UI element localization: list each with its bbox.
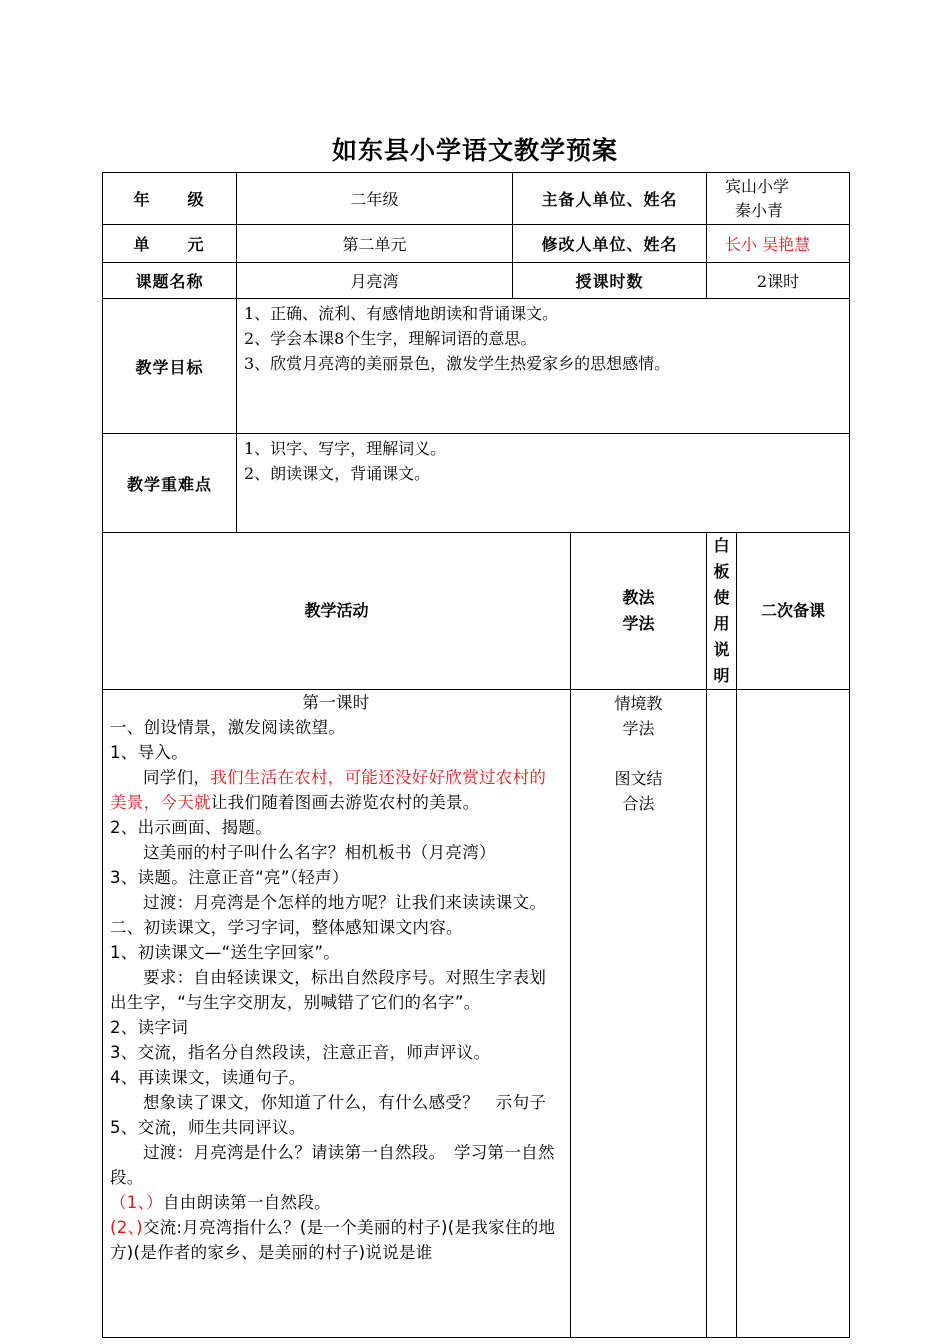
lesson-paragraph: 这美丽的村子叫什么名字？相机板书（月亮湾） — [143, 843, 496, 862]
method-1-line1: 情境教 — [614, 694, 663, 713]
step-heading: 1、初读课文—“送生字回家”。 — [110, 943, 341, 962]
step-heading: 3、读题。注意正音“亮”（轻声） — [110, 868, 349, 887]
row-lesson-body — [103, 690, 850, 1338]
hours-value: 2课时 — [707, 263, 850, 299]
method-header-line1: 教法 — [622, 588, 655, 607]
hours-label: 授课时数 — [513, 263, 707, 299]
key-point-item: 2、朗读课文，背诵课文。 — [244, 464, 431, 483]
goals-label: 教学目标 — [103, 299, 237, 434]
method-column — [571, 690, 707, 1338]
lesson-paragraph — [110, 765, 562, 815]
step-heading: 3、交流，指名分自然段读，注意正音，师声评议。 — [110, 1043, 491, 1062]
page-title: 如东县小学语文教学预案 — [331, 136, 618, 165]
preparer-unit: 宾山小学 — [725, 177, 790, 196]
unit-label: 单 元 — [103, 225, 237, 263]
method-2-line2: 合法 — [622, 794, 655, 813]
lesson-paragraph: 想象读了课文，你知道了什么，有什么感受？ 示句子 — [143, 1093, 547, 1112]
lesson-plan-table — [102, 172, 850, 1338]
paragraph-text: 让我们随着图画去游览农村的美景。 — [210, 793, 480, 812]
row-unit — [103, 225, 850, 263]
topic-value: 月亮湾 — [237, 263, 513, 299]
board-header-line1: 白板使用 — [713, 536, 730, 633]
preparer-name: 秦小青 — [735, 201, 784, 220]
method-2-line1: 图文结 — [614, 769, 663, 788]
section-heading: 二、初读课文，学习字词，整体感知课文内容。 — [110, 918, 463, 937]
row-grade — [103, 173, 850, 225]
sub-step-text: 交流:月亮湾指什么？(是一个美丽的村子)(是我家住的地方)(是作者的家乡、是美丽的村子)说说是谁 — [110, 1218, 556, 1262]
goals-list — [237, 299, 850, 434]
lesson-content — [103, 690, 571, 1338]
step-heading: 2、出示画面、揭题。 — [110, 818, 272, 837]
lesson-paragraph: 过渡：月亮湾是什么？请读第一自然段。 学习第一自然段。 — [110, 1143, 555, 1187]
highlighted-text: 我们生活在农村，可能还没好好欣赏过农村的美景，今天就 — [110, 768, 547, 812]
row-topic — [103, 263, 850, 299]
goal-item: 3、欣赏月亮湾的美丽景色，激发学生热爱家乡的思想感情。 — [244, 354, 671, 373]
second-prep-column — [737, 690, 850, 1338]
row-headers — [103, 533, 850, 690]
activity-header: 教学活动 — [103, 533, 571, 690]
preparer-label: 主备人单位、姓名 — [513, 173, 707, 225]
key-point-item: 1、识字、写字，理解词义。 — [244, 439, 447, 458]
lesson-paragraph: 过渡：月亮湾是个怎样的地方呢？让我们来读读课文。 — [143, 893, 547, 912]
goal-item: 2、学会本课8个生字，理解词语的意思。 — [244, 329, 537, 348]
grade-label: 年 级 — [103, 173, 237, 225]
sub-step — [110, 1190, 562, 1215]
sub-step — [110, 1215, 562, 1265]
second-prep-header: 二次备课 — [737, 533, 850, 690]
sub-step-number: (2、) — [110, 1218, 143, 1237]
unit-value: 第二单元 — [237, 225, 513, 263]
row-goals — [103, 299, 850, 434]
grade-value: 二年级 — [237, 173, 513, 225]
step-heading: 1、导入。 — [110, 743, 188, 762]
row-key-points — [103, 434, 850, 533]
editor-label: 修改人单位、姓名 — [513, 225, 707, 263]
key-points-label: 教学重难点 — [103, 434, 237, 533]
method-header-line2: 学法 — [622, 614, 655, 633]
topic-label: 课题名称 — [103, 263, 237, 299]
lesson-period: 第一课时 — [302, 693, 370, 712]
preparer-value — [707, 173, 850, 225]
board-notes-column — [707, 690, 737, 1338]
step-heading: 5、交流，师生共同评议。 — [110, 1118, 306, 1137]
key-points-list — [237, 434, 850, 533]
step-heading: 2、读字词 — [110, 1018, 188, 1037]
board-header — [707, 533, 762, 690]
lesson-paragraph: 要求：自由轻读课文，标出自然段序号。对照生字表划出生字，“与生字交朋友，别喊错了它们的名字”。 — [110, 968, 547, 1012]
paragraph-text: 同学们， — [143, 768, 211, 787]
sub-step-number: （1、） — [110, 1193, 163, 1212]
editor-value: 长小 吴艳慧 — [707, 225, 850, 263]
method-1-line2: 学法 — [622, 719, 655, 738]
section-heading: 一、创设情景，激发阅读欲望。 — [110, 718, 346, 737]
sub-step-text: 自由朗读第一自然段。 — [162, 1193, 331, 1212]
goal-item: 1、正确、流利、有感情地朗读和背诵课文。 — [244, 304, 559, 323]
method-header — [571, 533, 707, 690]
step-heading: 4、再读课文，读通句子。 — [110, 1068, 306, 1087]
board-header-line2: 说 明 — [713, 640, 762, 685]
